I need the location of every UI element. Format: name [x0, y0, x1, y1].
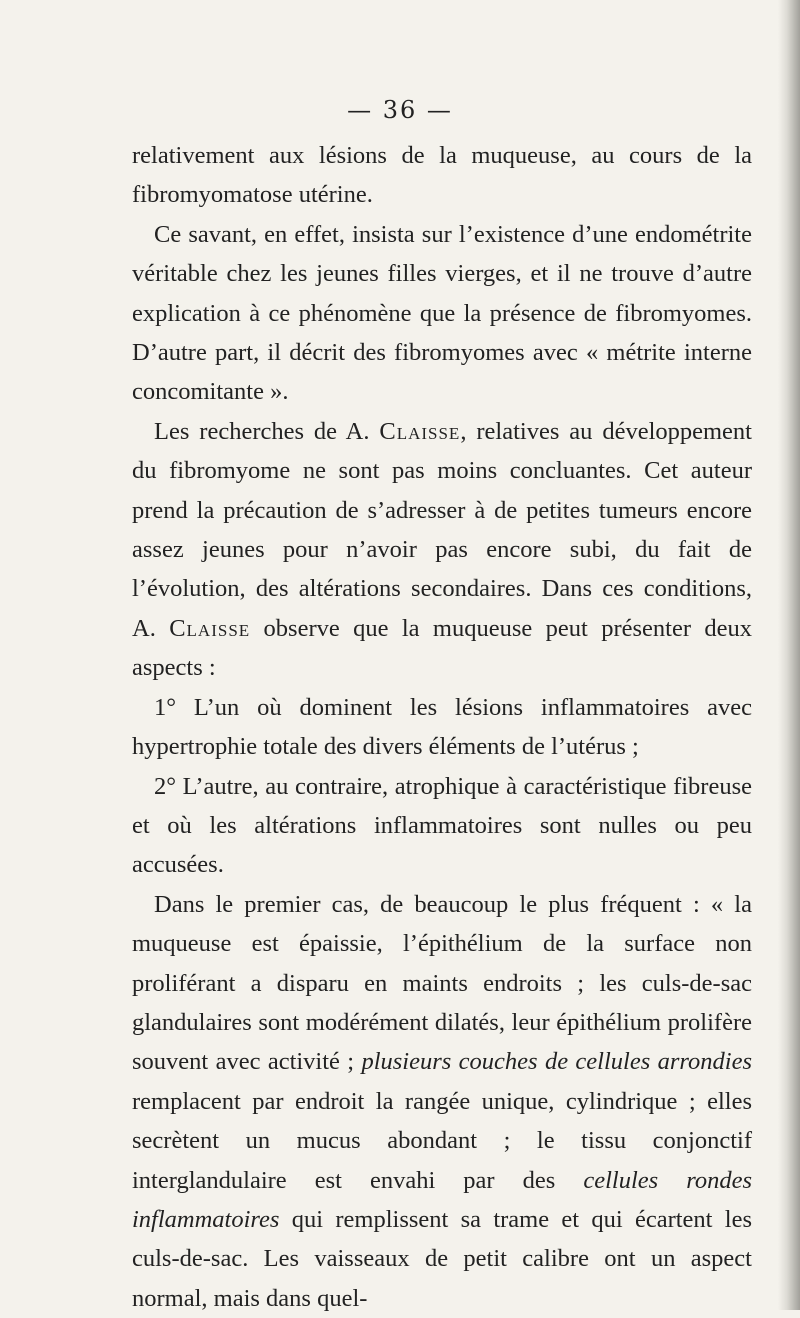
paragraph-1: relativement aux lésions de la muqueuse, au cours de la fibromyomatose utérine. [132, 142, 752, 209]
paragraph-3-text-a: Les recherches de A. [154, 417, 380, 445]
paragraph-3-text-b: , relatives au développement du fibromyome ne sont pas moins concluantes. Cet auteur prend la précaution de s’adresser à de petites tumeurs encore assez jeunes pour n’avoir pas encore subi, du fait de l’évolution, des altérations secondaires. Dans ces conditions, A. [132, 417, 752, 642]
italic-phrase: plusieurs couches de cellules arrondies [361, 1048, 753, 1076]
paragraph-3-text-c: observe que la muqueuse peut présenter deux aspects : [132, 614, 752, 682]
paragraph-6-text-b: remplacent par endroit la rangée unique, cylindrique ; elles secrètent un mucus abondant ; le tissu conjonctif interglandulaire est envahi par des [132, 1087, 752, 1194]
paragraph-5-list-item-2: 2° L’autre, au contraire, atrophique à caractéristique fibreuse et où les altérations inflammatoires sont nulles ou peu accusées. [132, 772, 752, 879]
body-text [132, 136, 752, 1318]
paragraph-2: Ce savant, en effet, insista sur l’existence d’une endométrite véritable chez les jeunes filles vierges, et il ne trouve d’autre explication à ce phénomène que la présence de fibromyomes. D’autre part, il décrit des fibromyomes avec « métrite interne concomitante ». [132, 220, 752, 406]
paragraph-4-list-item-1: 1° L’un où dominent les lésions inflammatoires avec hypertrophie totale des divers éléments de l’utérus ; [132, 693, 752, 761]
paragraph-6-text-c: qui remplissent sa trame et qui écartent les culs-de-sac. Les vaisseaux de petit calibre ont un aspect normal, mais dans quel- [132, 1205, 752, 1312]
author-name-claisse: Claisse [169, 614, 251, 642]
paragraph-6 [132, 885, 752, 1318]
page-number: — 36 — [347, 96, 453, 124]
author-name-claisse: Claisse [379, 417, 461, 445]
paragraph-3 [132, 412, 752, 688]
paragraph-6-text-a: Dans le premier cas, de beaucoup le plus fréquent : « la muqueuse est épaissie, l’épithélium de la surface non proliférant a disparu en maints endroits ; les culs-de-sac glandulaires sont modérément dilatés, leur épithélium prolifère souvent avec activité ; [132, 890, 752, 1076]
page-edge-shadow [778, 0, 800, 1310]
italic-phrase: cellules rondes inflammatoires [132, 1166, 752, 1233]
